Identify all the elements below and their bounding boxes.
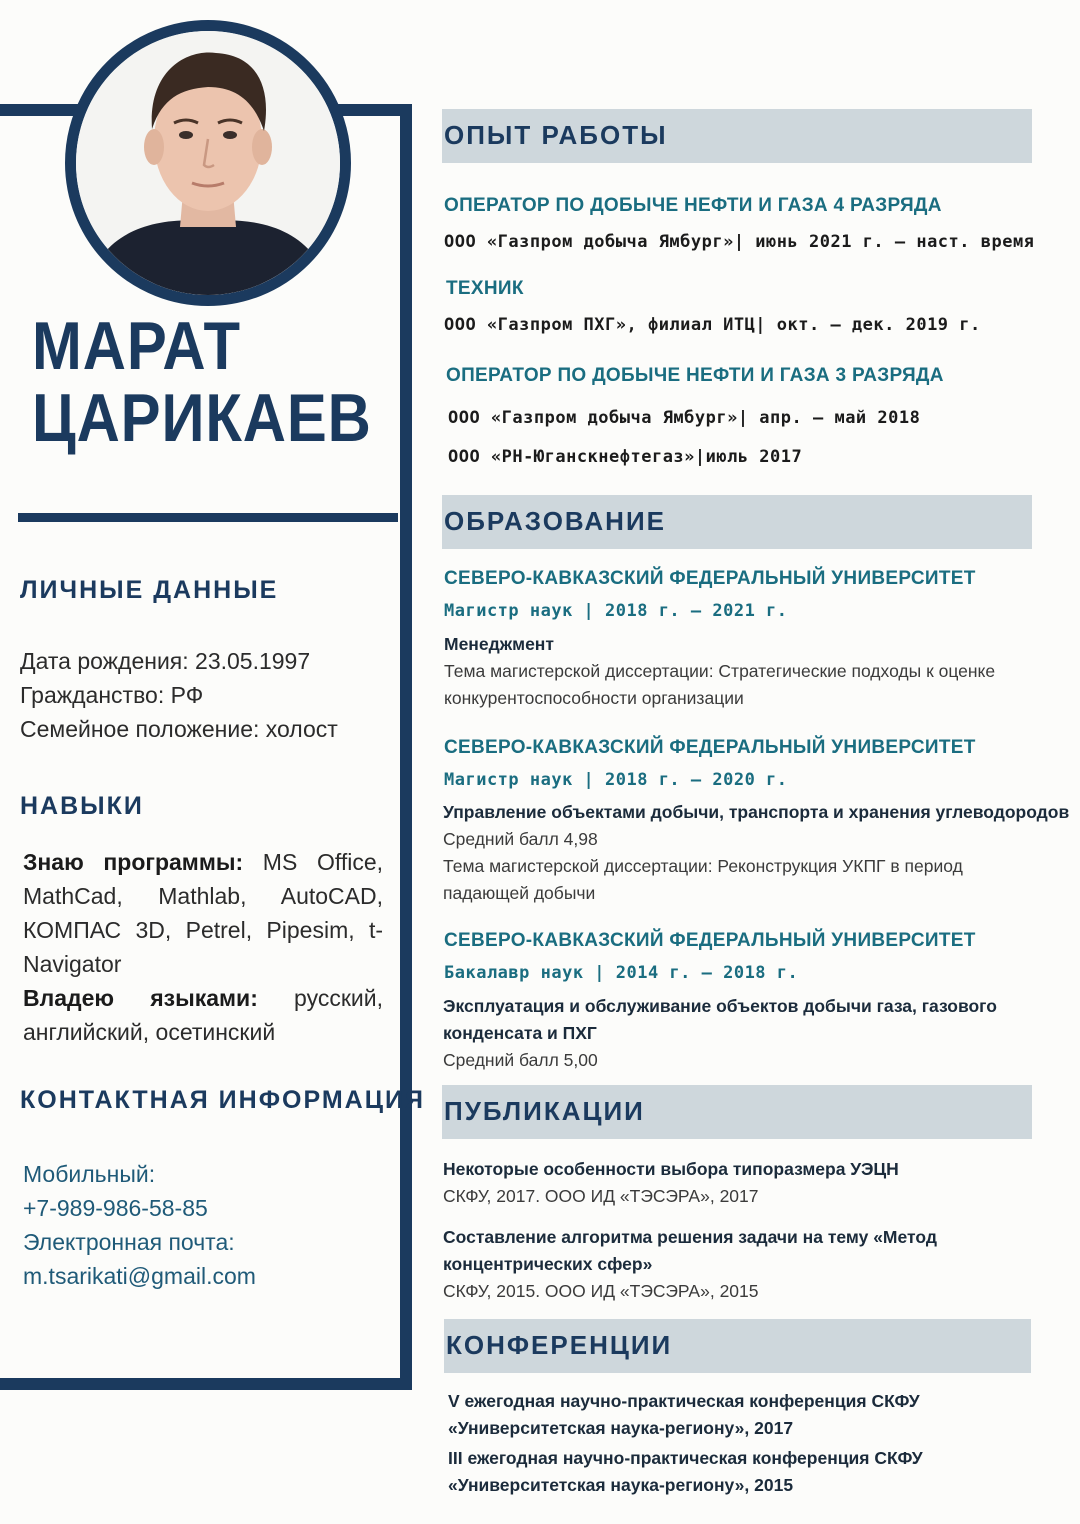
first-name: МАРАТ [32, 308, 241, 384]
thesis-line: конкурентоспособности организации [444, 688, 744, 708]
conference-item [448, 1445, 923, 1499]
education-details [443, 799, 1069, 907]
degree: Магистр наук | 2018 г. – 2021 г. [444, 601, 788, 621]
thesis-line: Тема магистерской диссертации: Стратегические подходы к оценке [444, 661, 996, 681]
profile-photo [65, 20, 351, 306]
university-name: СЕВЕРО-КАВКАЗСКИЙ ФЕДЕРАЛЬНЫЙ УНИВЕРСИТЕТ [444, 930, 976, 951]
programs-label: Знаю программы: [23, 849, 244, 875]
job-company: ООО «РН-Юганскнефтегаз»|июль 2017 [448, 447, 803, 467]
degree: Бакалавр наук | 2014 г. – 2018 г. [444, 963, 799, 983]
degree: Магистр наук | 2018 г. – 2020 г. [444, 770, 788, 790]
gpa: Средний балл 4,98 [443, 829, 598, 849]
thesis-line: Тема магистерской диссертации: Реконструкция УКПГ в период [443, 856, 963, 876]
publication-item [443, 1156, 899, 1210]
publication-source: СКФУ, 2015. ООО ИД «ТЭСЭРА», 2015 [443, 1281, 759, 1301]
conference-line: III ежегодная научно-практическая конференция СКФУ [448, 1448, 923, 1468]
field-of-study: Управление объектами добычи, транспорта и хранения углеводородов [443, 802, 1070, 822]
education-details [443, 993, 997, 1074]
field-of-study: Менеджмент [444, 634, 554, 654]
frame-bottom-border [0, 1378, 412, 1390]
publication-item [443, 1224, 937, 1305]
personal-data [20, 644, 338, 746]
contact-heading: КОНТАКТНАЯ ИНФОРМАЦИЯ [20, 1086, 425, 1114]
conferences-section-bar [444, 1319, 1031, 1373]
publication-title: Некоторые особенности выбора типоразмера УЭЦН [443, 1159, 899, 1179]
contact-block [23, 1157, 256, 1293]
languages-label: Владею языками: [23, 985, 258, 1011]
birth-date: Дата рождения: 23.05.1997 [20, 648, 311, 674]
experience-heading: ОПЫТ РАБОТЫ [444, 120, 668, 150]
personal-data-heading: ЛИЧНЫЕ ДАННЫЕ [20, 576, 279, 604]
citizenship: Гражданство: РФ [20, 682, 204, 708]
mobile-label: Мобильный: [23, 1161, 156, 1187]
name-divider [18, 513, 398, 522]
job-title: ОПЕРАТОР ПО ДОБЫЧЕ НЕФТИ И ГАЗА 3 РАЗРЯДА [446, 365, 944, 386]
languages-skill [23, 981, 383, 1049]
last-name: ЦАРИКАЕВ [32, 380, 372, 456]
frame-right-border [400, 104, 412, 1390]
languages-value: русский, английский, осетинский [23, 985, 383, 1045]
university-name: СЕВЕРО-КАВКАЗСКИЙ ФЕДЕРАЛЬНЫЙ УНИВЕРСИТЕТ [444, 568, 976, 589]
publication-source: СКФУ, 2017. ООО ИД «ТЭСЭРА», 2017 [443, 1186, 759, 1206]
job-company: ООО «Газпром добыча Ямбург»| июнь 2021 г. – наст. время [444, 232, 1035, 252]
education-heading: ОБРАЗОВАНИЕ [444, 506, 666, 536]
email-address[interactable]: m.tsarikati@gmail.com [23, 1263, 256, 1289]
publications-heading: ПУБЛИКАЦИИ [444, 1096, 645, 1126]
field-of-study: конденсата и ПХГ [443, 1023, 597, 1043]
mobile-number[interactable]: +7-989-986-58-85 [23, 1195, 208, 1221]
candidate-name [32, 310, 418, 454]
education-details [444, 631, 995, 712]
conferences-heading: КОНФЕРЕНЦИИ [446, 1330, 673, 1360]
publication-title: Составление алгоритма решения задачи на тему «Метод [443, 1227, 937, 1247]
job-company: ООО «Газпром ПХГ», филиал ИТЦ| окт. – дек. 2019 г. [444, 315, 981, 335]
publications-section-bar [442, 1085, 1032, 1139]
conference-line: V ежегодная научно-практическая конференция СКФУ [448, 1391, 920, 1411]
gpa: Средний балл 5,00 [443, 1050, 598, 1070]
job-title: ОПЕРАТОР ПО ДОБЫЧЕ НЕФТИ И ГАЗА 4 РАЗРЯДА [444, 195, 942, 216]
skills-heading: НАВЫКИ [20, 792, 144, 820]
skills-block [23, 845, 383, 1049]
programs-value: MS Office, MathCad, Mathlab, AutoCAD, КОМПАС 3D, Petrel, Pipesim, t-Navigator [23, 849, 383, 977]
conference-line: «Университетская наука-региону», 2015 [448, 1475, 794, 1495]
education-section-bar [442, 495, 1032, 549]
university-name: СЕВЕРО-КАВКАЗСКИЙ ФЕДЕРАЛЬНЫЙ УНИВЕРСИТЕТ [444, 737, 976, 758]
field-of-study: Эксплуатация и обслуживание объектов добычи газа, газового [443, 996, 997, 1016]
experience-section-bar [442, 109, 1032, 163]
thesis-line: падающей добычи [443, 883, 596, 903]
programs-skill [23, 845, 383, 981]
job-title: ТЕХНИК [446, 278, 524, 299]
conference-line: «Университетская наука-региону», 2017 [448, 1418, 794, 1438]
conference-item [448, 1388, 920, 1442]
marital-status: Семейное положение: холост [20, 716, 338, 742]
publication-title: концентрических сфер» [443, 1254, 653, 1274]
email-label: Электронная почта: [23, 1229, 235, 1255]
job-company: ООО «Газпром добыча Ямбург»| апр. – май 2018 [448, 408, 921, 428]
